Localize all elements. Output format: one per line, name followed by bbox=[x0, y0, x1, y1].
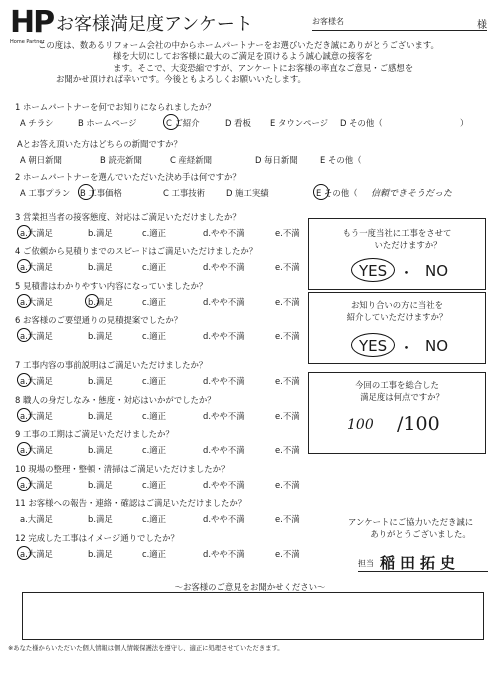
rating-option[interactable]: a.大満足 bbox=[20, 228, 53, 238]
survey-title: お客様満足度アンケート bbox=[56, 14, 253, 35]
rating-option[interactable]: e.不満 bbox=[275, 445, 300, 455]
rating-option[interactable]: a.大満足 bbox=[20, 549, 53, 559]
box-text-line: いただけますか？ bbox=[374, 240, 442, 250]
rating-option[interactable]: e.不満 bbox=[275, 480, 300, 490]
q1-option-b[interactable]: B ホームページ bbox=[78, 118, 137, 128]
question-6: 6 お客様のご要望通りの見積提案でしたか？ bbox=[15, 315, 183, 325]
q1b-option-e[interactable]: E その他（ bbox=[320, 155, 362, 165]
q1b-option-b[interactable]: B 読売新聞 bbox=[100, 155, 142, 165]
rating-option[interactable]: e.不満 bbox=[275, 411, 300, 421]
box-text-line: もう一度当社に工事をさせて bbox=[342, 228, 452, 238]
rating-option[interactable]: b.満足 bbox=[88, 376, 113, 386]
customer-name-label: お客様名 bbox=[312, 17, 344, 26]
rating-option[interactable]: a.大満足 bbox=[20, 376, 53, 386]
rating-option[interactable]: b.満足 bbox=[88, 445, 113, 455]
customer-honorific: 様 bbox=[477, 20, 487, 31]
logo-mark: HP bbox=[10, 5, 54, 40]
question-12: 12 完成した工事はイメージ通りでしたか？ bbox=[15, 533, 179, 543]
question-3: 3 営業担当者の接客態度、対応はご満足いただけましたか？ bbox=[15, 212, 241, 222]
referral-question bbox=[309, 299, 485, 323]
rating-option[interactable]: c.適正 bbox=[142, 331, 167, 341]
repeat-order-box bbox=[308, 218, 486, 290]
rating-option[interactable]: b.満足 bbox=[88, 228, 113, 238]
rating-option[interactable]: e.不満 bbox=[275, 297, 300, 307]
rating-option[interactable]: e.不満 bbox=[275, 262, 300, 272]
q1-option-other-close: ） bbox=[460, 118, 469, 128]
selection-circle bbox=[351, 333, 395, 357]
rating-option[interactable]: a.大満足 bbox=[20, 297, 53, 307]
selection-circle bbox=[163, 114, 179, 130]
thanks-line: アンケートにご協力いただき誠に bbox=[348, 517, 474, 527]
staff-signature bbox=[358, 552, 488, 572]
q1b-option-c[interactable]: C 産経新聞 bbox=[170, 155, 213, 165]
box-text-line: お知り合いの方に当社を bbox=[350, 300, 444, 310]
rating-option[interactable]: a.大満足 bbox=[20, 445, 53, 455]
rating-option[interactable]: d.やや不満 bbox=[203, 297, 245, 307]
selection-circle bbox=[17, 477, 31, 491]
selection-circle bbox=[17, 546, 31, 560]
box-text-line: 今回の工事を総合した bbox=[355, 380, 439, 390]
rating-option[interactable]: d.やや不満 bbox=[203, 262, 245, 272]
rating-option[interactable]: d.やや不満 bbox=[203, 228, 245, 238]
rating-option[interactable]: e.不満 bbox=[275, 514, 300, 524]
rating-option[interactable]: e.不満 bbox=[275, 549, 300, 559]
rating-option[interactable]: e.不満 bbox=[275, 376, 300, 386]
staff-label: 担当 bbox=[358, 559, 374, 568]
privacy-footer: ※あなた様からいただいた個人情報は個人情報保護法を遵守し、適正に処理させていただきます。 bbox=[8, 645, 284, 652]
thanks-line: ありがとうございました。 bbox=[370, 529, 471, 539]
no-option[interactable]: NO bbox=[425, 337, 449, 355]
score-question bbox=[309, 379, 485, 403]
rating-option[interactable]: c.適正 bbox=[142, 228, 167, 238]
staff-name: 稲田拓史 bbox=[380, 554, 461, 572]
rating-option[interactable]: a.大満足 bbox=[20, 514, 53, 524]
yes-option[interactable]: YES bbox=[359, 337, 388, 355]
q2-option-b[interactable]: B 工事価格 bbox=[80, 188, 122, 198]
referral-box bbox=[308, 292, 486, 364]
rating-option[interactable]: a.大満足 bbox=[20, 262, 53, 272]
selection-circle bbox=[313, 184, 329, 200]
rating-option[interactable]: a.大満足 bbox=[20, 411, 53, 421]
box-text-line: 紹介していただけますか？ bbox=[346, 312, 448, 322]
rating-option[interactable]: c.適正 bbox=[142, 376, 167, 386]
rating-option[interactable]: b.満足 bbox=[88, 549, 113, 559]
question-4: 4 ご依頼から見積りまでのスピードはご満足いただけましたか？ bbox=[15, 246, 258, 256]
rating-option[interactable]: c.適正 bbox=[142, 262, 167, 272]
logo-subtext: Home Partner bbox=[10, 39, 45, 45]
rating-option[interactable]: b.満足 bbox=[88, 262, 113, 272]
rating-option[interactable]: c.適正 bbox=[142, 297, 167, 307]
intro-line: この度は、数あるリフォーム会社の中からホームパートナーをお選びいただき誠にありがとうございます。 bbox=[38, 40, 439, 50]
rating-option[interactable]: c.適正 bbox=[142, 549, 167, 559]
rating-option[interactable]: c.適正 bbox=[142, 480, 167, 490]
question-7: 7 工事内容の事前説明はご満足いただけましたか？ bbox=[15, 360, 208, 370]
q2-option-e[interactable]: E その他（ bbox=[316, 188, 358, 198]
question-10: 10 現場の整理・整頓・清掃はご満足いただけましたか？ bbox=[15, 464, 230, 474]
selection-circle bbox=[17, 294, 31, 308]
rating-option[interactable]: a.大満足 bbox=[20, 331, 53, 341]
intro-text bbox=[38, 40, 488, 86]
rating-option[interactable]: c.適正 bbox=[142, 411, 167, 421]
rating-option[interactable]: b.満足 bbox=[88, 411, 113, 421]
intro-line: 様を大切にしてお客様に最大のご満足を頂けるよう誠心誠意の接客を bbox=[113, 51, 373, 62]
question-1b: Aとお答え頂いた方はどちらの新聞ですか？ bbox=[17, 139, 182, 149]
rating-option[interactable]: e.不満 bbox=[275, 331, 300, 341]
q2-option-d[interactable]: D 施工実績 bbox=[226, 188, 269, 198]
rating-option[interactable]: d.やや不満 bbox=[203, 480, 245, 490]
selection-circle bbox=[17, 328, 31, 342]
comments-field[interactable] bbox=[22, 592, 484, 640]
selection-circle bbox=[17, 225, 31, 239]
q1-option-other[interactable]: D その他（ bbox=[340, 118, 383, 128]
q1-option-e[interactable]: E タウンページ bbox=[270, 118, 329, 128]
selection-circle bbox=[85, 294, 99, 308]
thanks-message bbox=[348, 516, 473, 540]
q2-option-c[interactable]: C 工事技術 bbox=[163, 188, 206, 198]
selection-circle bbox=[17, 259, 31, 273]
rating-option[interactable]: d.やや不満 bbox=[203, 331, 245, 341]
rating-option[interactable]: c.適正 bbox=[142, 514, 167, 524]
intro-line: ます。そこで、大変恐縮ですが、アンケートにお客様の率直なご意見・ご感想を bbox=[113, 62, 414, 73]
question-11: 11 お客様への報告・連絡・確認はご満足いただけましたか？ bbox=[15, 498, 247, 508]
selection-circle bbox=[17, 442, 31, 456]
rating-option[interactable]: c.適正 bbox=[142, 445, 167, 455]
selection-circle bbox=[17, 408, 31, 422]
selection-circle bbox=[17, 373, 31, 387]
comments-title: ～お客様のご意見をお聞かせください～ bbox=[174, 582, 326, 592]
score-max: /100 bbox=[397, 413, 440, 435]
question-9: 9 工事の工期はご満足いただけましたか？ bbox=[15, 429, 174, 439]
rating-option[interactable]: d.やや不満 bbox=[203, 376, 245, 386]
separator-dot: ・ bbox=[399, 264, 415, 282]
q2-option-a[interactable]: A 工事プラン bbox=[20, 188, 71, 198]
rating-option[interactable]: d.やや不満 bbox=[203, 549, 245, 559]
rating-option[interactable]: b.満足 bbox=[88, 480, 113, 490]
selection-circle bbox=[351, 258, 395, 282]
rating-option[interactable]: b.満足 bbox=[88, 331, 113, 341]
rating-option[interactable]: b.満足 bbox=[88, 514, 113, 524]
rating-option[interactable]: d.やや不満 bbox=[203, 514, 245, 524]
q1b-option-d[interactable]: D 毎日新聞 bbox=[255, 155, 298, 165]
customer-name-field[interactable] bbox=[312, 16, 487, 31]
q1-option-a[interactable]: A チラシ bbox=[20, 118, 54, 128]
score-box bbox=[308, 372, 486, 454]
yes-option[interactable]: YES bbox=[359, 262, 388, 280]
rating-option[interactable]: a.大満足 bbox=[20, 480, 53, 490]
q1-option-d[interactable]: D 看板 bbox=[225, 118, 251, 128]
separator-dot: ・ bbox=[399, 339, 415, 357]
question-8: 8 職人の身だしなみ・態度・対応はいかがでしたか？ bbox=[15, 395, 216, 405]
question-1: 1 ホームパートナーを何でお知りになられましたか？ bbox=[15, 102, 216, 112]
rating-option[interactable]: d.やや不満 bbox=[203, 411, 245, 421]
no-option[interactable]: NO bbox=[425, 262, 449, 280]
q1b-option-a[interactable]: A 朝日新聞 bbox=[20, 155, 62, 165]
question-2: 2 ホームパートナーを選んでいただいた決め手は何ですか？ bbox=[15, 172, 241, 182]
score-value[interactable]: 100 bbox=[347, 417, 374, 433]
handwritten-note: 信頼できそうだった bbox=[371, 189, 453, 199]
rating-option[interactable]: e.不満 bbox=[275, 228, 300, 238]
rating-option[interactable]: d.やや不満 bbox=[203, 445, 245, 455]
repeat-order-question bbox=[309, 227, 485, 251]
selection-circle bbox=[78, 184, 94, 200]
rating-option[interactable]: b.満足 bbox=[88, 297, 113, 307]
question-5: 5 見積書はわかりやすい内容になっていましたか？ bbox=[15, 281, 208, 291]
q1-option-c[interactable]: C ご紹介 bbox=[166, 118, 200, 128]
box-text-line: 満足度は何点ですか？ bbox=[360, 392, 444, 402]
intro-line: お聞かせ頂ければ幸いです。今後ともよろしくお願いいたします。 bbox=[56, 74, 306, 85]
